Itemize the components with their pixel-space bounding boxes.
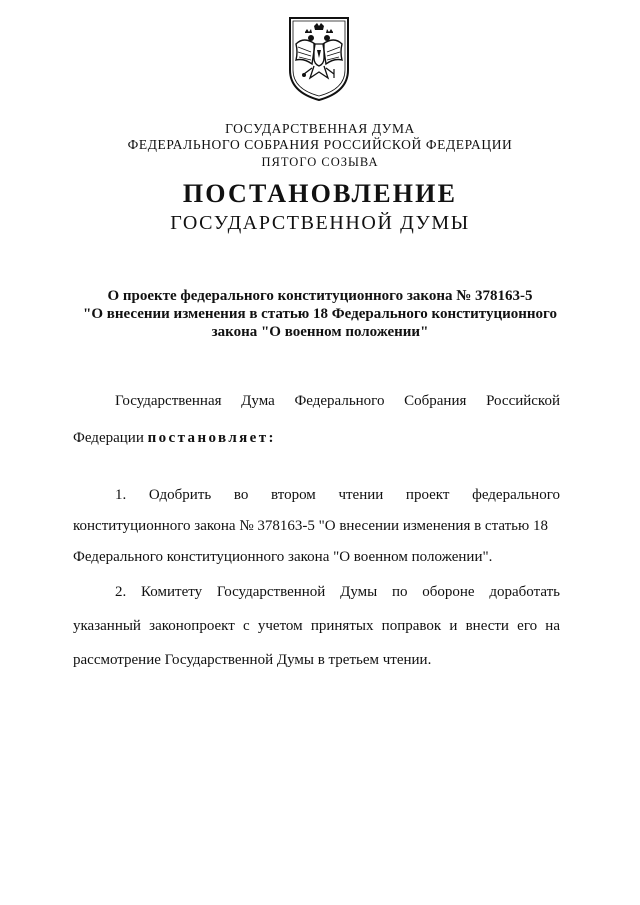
subject-line: "О внесении изменения в статью 18 Федерального конституционного — [83, 306, 557, 322]
issuer-parliament: ФЕДЕРАЛЬНОГО СОБРАНИЯ РОССИЙСКОЙ ФЕДЕРАЦИИ — [127, 137, 513, 152]
document-type-title: ПОСТАНОВЛЕНИЕ — [182, 179, 458, 208]
preamble-text: Федерации — [73, 430, 144, 446]
subject-line: закона "О военном положении" — [211, 324, 429, 340]
resolution-verb: постановляет: — [147, 430, 276, 446]
item1-line: 1. Одобрить во втором чтении проект федерального — [115, 487, 560, 503]
coat-of-arms-icon — [284, 14, 354, 102]
resolution-subject — [60, 287, 580, 341]
preamble-line — [73, 429, 560, 447]
issuer-convocation: ПЯТОГО СОЗЫВА — [261, 155, 379, 169]
document-type-subtitle: ГОСУДАРСТВЕННОЙ ДУМЫ — [170, 212, 470, 234]
item1-line: конституционного закона № 378163-5 "О внесении изменения в статью 18 — [73, 518, 548, 534]
item2-line: рассмотрение Государственной Думы в третьем чтении. — [73, 652, 432, 668]
item2-line: указанный законопроект с учетом принятых поправок и внести его на — [73, 618, 560, 634]
item2-line: 2. Комитету Государственной Думы по обороне доработать — [115, 584, 560, 600]
subject-line: О проекте федерального конституционного закона № 378163-5 — [107, 288, 533, 304]
item1-line: Федерального конституционного закона "О военном положении". — [73, 549, 493, 565]
issuer-name: ГОСУДАРСТВЕННАЯ ДУМА — [225, 121, 415, 136]
preamble-line: Государственная Дума Федерального Собрания Российской — [115, 393, 560, 409]
